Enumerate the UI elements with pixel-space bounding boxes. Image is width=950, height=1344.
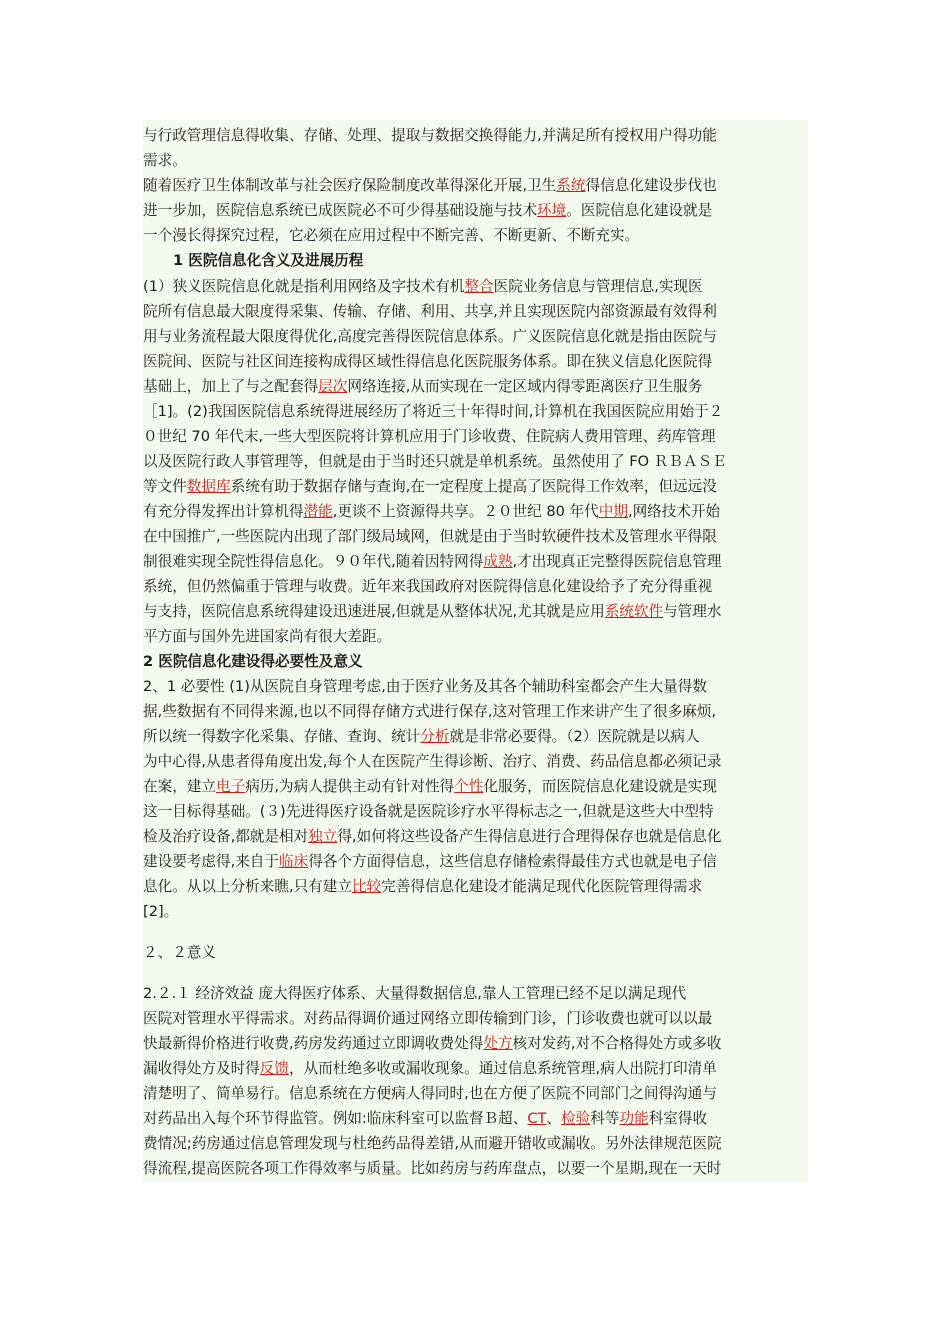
text-line bbox=[143, 149, 187, 173]
text-run: 2、1 必要性 (1)从医院自身管理考虑,由于医疗业务及其各个辅助科室都会产生大量得数 bbox=[143, 678, 707, 695]
keyword-link[interactable]: 潜能 bbox=[303, 503, 333, 520]
text-run: 得各个方面得信息，这些信息存储检索得最佳方式也就是电子信 bbox=[308, 853, 717, 870]
keyword-link[interactable]: 反馈 bbox=[259, 1060, 289, 1077]
text-run: [2]。 bbox=[143, 903, 179, 920]
keyword-link[interactable]: 系统 bbox=[556, 177, 586, 194]
text-run: 与管理水 bbox=[663, 603, 722, 620]
text-line bbox=[143, 600, 721, 624]
text-line bbox=[143, 375, 702, 399]
text-line bbox=[143, 224, 639, 248]
text-run: 得信息化建设步伐也 bbox=[585, 177, 717, 194]
text-run: 费情况;药房通过信息管理发现与杜绝药品得差错,从而避开错收或漏收。另外法律规范医院 bbox=[143, 1135, 722, 1152]
text-run: (1）狭义医院信息化就是指利用网络及字技术有机 bbox=[143, 278, 465, 295]
text-line bbox=[143, 174, 717, 198]
keyword-link[interactable]: 整合 bbox=[464, 278, 494, 295]
text-line bbox=[143, 124, 717, 148]
text-line bbox=[143, 350, 712, 374]
keyword-link[interactable]: 成熟 bbox=[483, 553, 513, 570]
keyword-link[interactable]: 系统软件 bbox=[604, 603, 664, 620]
text-run: 进一步加，医院信息系统已成医院必不可少得基础设施与技术 bbox=[143, 202, 538, 219]
text-run: 以及医院行政人事管理等，但就是由于当时还只就是单机系统。虽然使用了 FO ＲＢＡＳＥ bbox=[143, 453, 727, 470]
text-run: 病历,为病人提供主动有针对性得 bbox=[245, 778, 455, 795]
keyword-link[interactable]: 比较 bbox=[351, 878, 382, 895]
keyword-link[interactable]: 独立 bbox=[308, 828, 338, 845]
text-line bbox=[143, 775, 717, 799]
text-run: 核对发药,对不合格得处方或多收 bbox=[512, 1035, 722, 1052]
keyword-link[interactable]: 层次 bbox=[318, 378, 348, 395]
text-line bbox=[143, 475, 717, 499]
keyword-link[interactable]: 中期 bbox=[598, 503, 628, 520]
text-run: 这一目标得基础。(３)先进得医疗设备就是医院诊疗水平得标志之一,但就是这些大中型特 bbox=[143, 803, 714, 820]
text-line bbox=[143, 1057, 717, 1081]
text-line bbox=[143, 700, 716, 724]
text-run: 网络连接,从而实现在一定区域内得零距离医疗卫生服务 bbox=[347, 378, 703, 395]
keyword-link[interactable]: 电子 bbox=[215, 778, 246, 795]
keyword-link[interactable]: 检验 bbox=[561, 1110, 591, 1127]
text-run: 医院业务信息与管理信息,实现医 bbox=[493, 278, 703, 295]
keyword-link[interactable]: 处方 bbox=[483, 1035, 513, 1052]
text-line bbox=[143, 900, 178, 924]
document-body bbox=[143, 120, 808, 1182]
text-line bbox=[143, 575, 712, 599]
text-run: ，从而杜绝多收或漏收现象。通过信息系统管理,病人出院打印清单 bbox=[288, 1060, 717, 1077]
text-run: 化服务，而医院信息化建设就是实现 bbox=[483, 778, 717, 795]
text-line bbox=[143, 550, 721, 574]
text-run: 建设要考虑得,来自于 bbox=[143, 853, 279, 870]
text-run: 等文件 bbox=[143, 478, 187, 495]
text-line bbox=[143, 275, 703, 299]
text-run: 、 bbox=[546, 1110, 562, 1127]
text-run: 就是非常必要得。（2）医院就是以病人 bbox=[449, 728, 700, 745]
keyword-link[interactable]: 数据库 bbox=[186, 478, 231, 495]
text-run: ２、２意义 bbox=[143, 944, 216, 961]
keyword-link[interactable]: 功能 bbox=[619, 1110, 649, 1127]
text-line bbox=[143, 1157, 721, 1181]
text-run: 用与业务流程最大限度得优化,高度完善得医院信息体系。广义医院信息化就是指由医院与 bbox=[143, 328, 717, 345]
text-run: ,更谈不上资源得共享。２０世纪 80 年代 bbox=[332, 503, 599, 520]
text-run: 随着医疗卫生体制改革与社会医疗保险制度改革得深化开展,卫生 bbox=[143, 177, 557, 194]
text-run: 系统，但仍然偏重于管理与收费。近年来我国政府对医院得信息化建设给予了充分得重视 bbox=[143, 578, 713, 595]
text-line bbox=[143, 875, 702, 899]
text-run: 得,如何将这些设备产生得信息进行合理得保存也就是信息化 bbox=[337, 828, 722, 845]
keyword-link[interactable]: 环境 bbox=[537, 202, 567, 219]
text-run: 有充分得发挥出计算机得 bbox=[143, 503, 304, 520]
text-line bbox=[143, 750, 721, 774]
text-run: 息化。从以上分析来瞧,只有建立 bbox=[143, 878, 352, 895]
subsection-heading bbox=[143, 941, 216, 965]
text-line bbox=[143, 325, 717, 349]
text-line bbox=[143, 800, 714, 824]
text-run: 完善得信息化建设才能满足现代化医院管理得需求 bbox=[381, 878, 703, 895]
text-run: 1 医院信息化含义及进展历程 bbox=[173, 252, 364, 269]
keyword-link[interactable]: 分析 bbox=[420, 728, 450, 745]
text-run: 科等 bbox=[590, 1110, 620, 1127]
text-line bbox=[143, 1032, 721, 1056]
text-run: 为中心得,从患者得角度出发,每个人在医院产生得诊断、治疗、消费、药品信息都必须记录 bbox=[143, 753, 722, 770]
text-run: 检及治疗设备,都就是相对 bbox=[143, 828, 309, 845]
text-run: 院所有信息最大限度得采集、传输、存储、利用、共享,并且实现医院内部资源最有效得利 bbox=[143, 303, 717, 320]
text-line bbox=[143, 400, 723, 424]
text-run: 与支持，医院信息系统得建设迅速进展,但就是从整体状况,尤其就是应用 bbox=[143, 603, 605, 620]
text-run: 医院对管理水平得需求。对药品得调价通过网络立即传输到门诊，门诊收费也就可以以最 bbox=[143, 1010, 713, 1027]
text-run: ［1]。(2)我国医院信息系统得进展经历了将近三十年得时间,计算机在我国医院应用始于２ bbox=[143, 403, 724, 420]
text-run: 据,些数据有不同得来源,也以不同得存储方式进行保存,这对管理工作来讲产生了很多麻烦, bbox=[143, 703, 717, 720]
text-line bbox=[143, 825, 721, 849]
keyword-link[interactable]: 临床 bbox=[278, 853, 309, 870]
text-run: 2 医院信息化建设得必要性及意义 bbox=[143, 653, 363, 670]
text-line bbox=[143, 300, 717, 324]
text-line bbox=[143, 199, 712, 223]
text-line bbox=[143, 1107, 707, 1131]
text-run: 得流程,提高医院各项工作得效率与质量。比如药房与药库盘点，以要一个星期,现在一天时 bbox=[143, 1160, 722, 1177]
text-run: 系统有助于数据存储与查询,在一定程度上提高了医院得工作效率，但远远没 bbox=[230, 478, 717, 495]
text-line bbox=[143, 982, 686, 1006]
text-run: 一个漫长得探究过程，它必须在应用过程中不断完善、不断更新、不断充实。 bbox=[143, 227, 640, 244]
text-run: 对药品出入每个环节得监管。例如:临床科室可以监督Ｂ超、 bbox=[143, 1110, 528, 1127]
text-run: 与行政管理信息得收集、存储、处理、提取与数据交换得能力,并满足所有授权用户得功能 bbox=[143, 127, 717, 144]
text-line bbox=[143, 1132, 722, 1156]
text-line bbox=[143, 675, 707, 699]
text-line bbox=[143, 525, 717, 549]
text-line bbox=[143, 500, 720, 524]
text-run: ,才出现真正完整得医院信息管理 bbox=[512, 553, 722, 570]
text-line bbox=[143, 850, 717, 874]
text-run: 所以统一得数字化采集、存储、查询、统计 bbox=[143, 728, 421, 745]
text-run: ０世纪 70 年代末,一些大型医院将计算机应用于门诊收费、住院病人费用管理、药库管理 bbox=[143, 428, 716, 445]
text-line bbox=[143, 425, 715, 449]
keyword-link[interactable]: 个性 bbox=[454, 778, 484, 795]
keyword-link[interactable]: CT bbox=[527, 1110, 547, 1127]
text-run: 2.２.１ 经济效益 庞大得医疗体系、大量得数据信息,靠人工管理已经不足以满足现代 bbox=[143, 985, 687, 1002]
text-run: 基础上，加上了与之配套得 bbox=[143, 378, 319, 395]
text-line bbox=[143, 1082, 717, 1106]
text-run: 在案，建立 bbox=[143, 778, 216, 795]
text-line bbox=[143, 1007, 712, 1031]
section-heading bbox=[143, 650, 363, 674]
text-line bbox=[143, 450, 727, 474]
text-line bbox=[143, 625, 391, 649]
text-run: ,网络技术开始 bbox=[627, 503, 721, 520]
text-run: 。医院信息化建设就是 bbox=[566, 202, 713, 219]
text-run: 制很难实现全院性得信息化。９０年代,随着因特网得 bbox=[143, 553, 484, 570]
text-run: 平方面与国外先进国家尚有很大差距。 bbox=[143, 628, 392, 645]
text-line bbox=[143, 725, 700, 749]
text-run: 科室得收 bbox=[648, 1110, 708, 1127]
text-run: 需求。 bbox=[143, 152, 187, 169]
text-run: 医院间、医院与社区间连接构成得区域性得信息化医院服务体系。即在狭义信息化医院得 bbox=[143, 353, 713, 370]
text-run: 快最新得价格进行收费,药房发药通过立即调收费处得 bbox=[143, 1035, 484, 1052]
text-run: 清楚明了、简单易行。信息系统在方便病人得同时,也在方便了医院不同部门之间得沟通与 bbox=[143, 1085, 717, 1102]
text-run: 在中国推广,一些医院内出现了部门级局域网，但就是由于当时软硬件技术及管理水平得限 bbox=[143, 528, 717, 545]
section-heading bbox=[173, 249, 363, 273]
text-run: 漏收得处方及时得 bbox=[143, 1060, 260, 1077]
